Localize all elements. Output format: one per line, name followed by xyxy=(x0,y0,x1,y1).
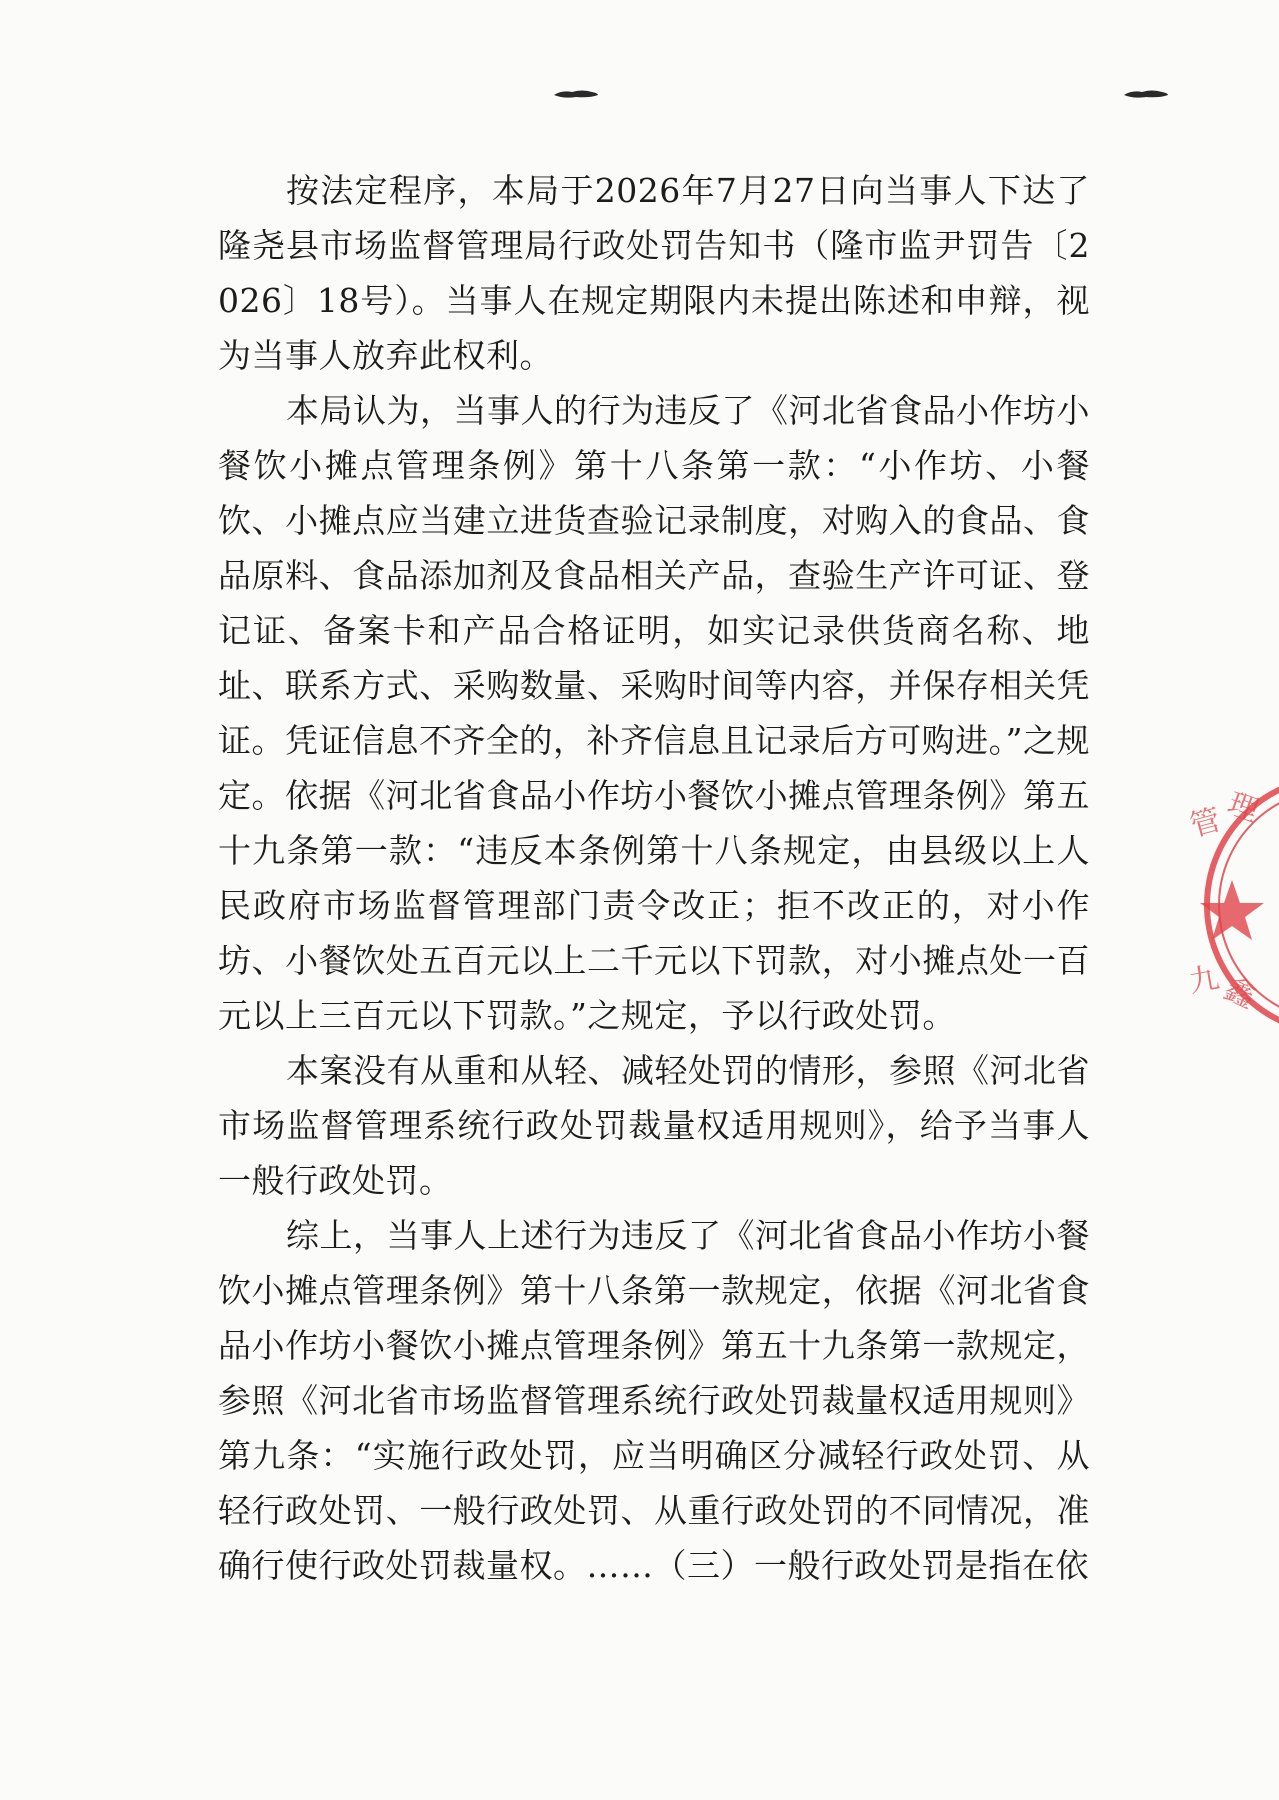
binding-hole-mark-right xyxy=(1122,88,1170,100)
paragraph-procedure: 按法定程序，本局于2026年7月27日向当事人下达了隆尧县市场监督管理局行政处罚告知书（隆市监尹罚告〔2026〕18号）。当事人在规定期限内未提出陈述和申辩，视为当事人放弃此权利。 xyxy=(218,171,1090,375)
paragraph-summary: 综上，当事人上述行为违反了《河北省食品小作坊小餐饮小摊点管理条例》第十八条第一款规定，依据《河北省食品小作坊小餐饮小摊点管理条例》第五十九条第一款规定，参照《河北省市场监督管理系统行政处罚裁量权适用规则》第九条：“实施行政处罚，应当明确区分减轻行政处罚、从轻行政处罚、一般行政处罚、从重行政处罚的不同情况，准确行使行政处罚裁量权。……（三）一般行政处罚是指在依 xyxy=(218,1216,1090,1585)
seal-char-4: 鑫 xyxy=(1218,971,1261,1016)
seal-char-1: 管 xyxy=(1186,802,1225,845)
paragraph-penalty-level: 本案没有从重和从轻、减轻处罚的情形，参照《河北省市场监督管理系统行政处罚裁量权适用规则》，给予当事人一般行政处罚。 xyxy=(218,1051,1090,1200)
official-seal-fragment xyxy=(1185,765,1279,1045)
seal-char-2: 理 xyxy=(1223,786,1264,830)
paragraph-legal-basis: 本局认为，当事人的行为违反了《河北省食品小作坊小餐饮小摊点管理条例》第十八条第一款：“小作坊、小餐饮、小摊点应当建立进货查验记录制度，对购入的食品、食品原料、食品添加剂及食品相关产品，查验生产许可证、登记证、备案卡和产品合格证明，如实记录供货商名称、地址、联系方式、采购数量、采购时间等内容，并保存相关凭证。凭证信息不齐全的，补齐信息且记录后方可购进。”之规定。依据《河北省食品小作坊小餐饮小摊点管理条例》第五十九条第一款：“违反本条例第十八条规定，由县级以上人民政府市场监督管理部门责令改正；拒不改正的，对小作坊、小餐饮处五百元以上二千元以下罚款，对小摊点处一百元以上三百元以下罚款。”之规定，予以行政处罚。 xyxy=(218,391,1090,1035)
document-body xyxy=(218,163,1090,1593)
binding-hole-mark-left xyxy=(552,88,600,100)
seal-char-3: 九 xyxy=(1186,960,1222,1001)
